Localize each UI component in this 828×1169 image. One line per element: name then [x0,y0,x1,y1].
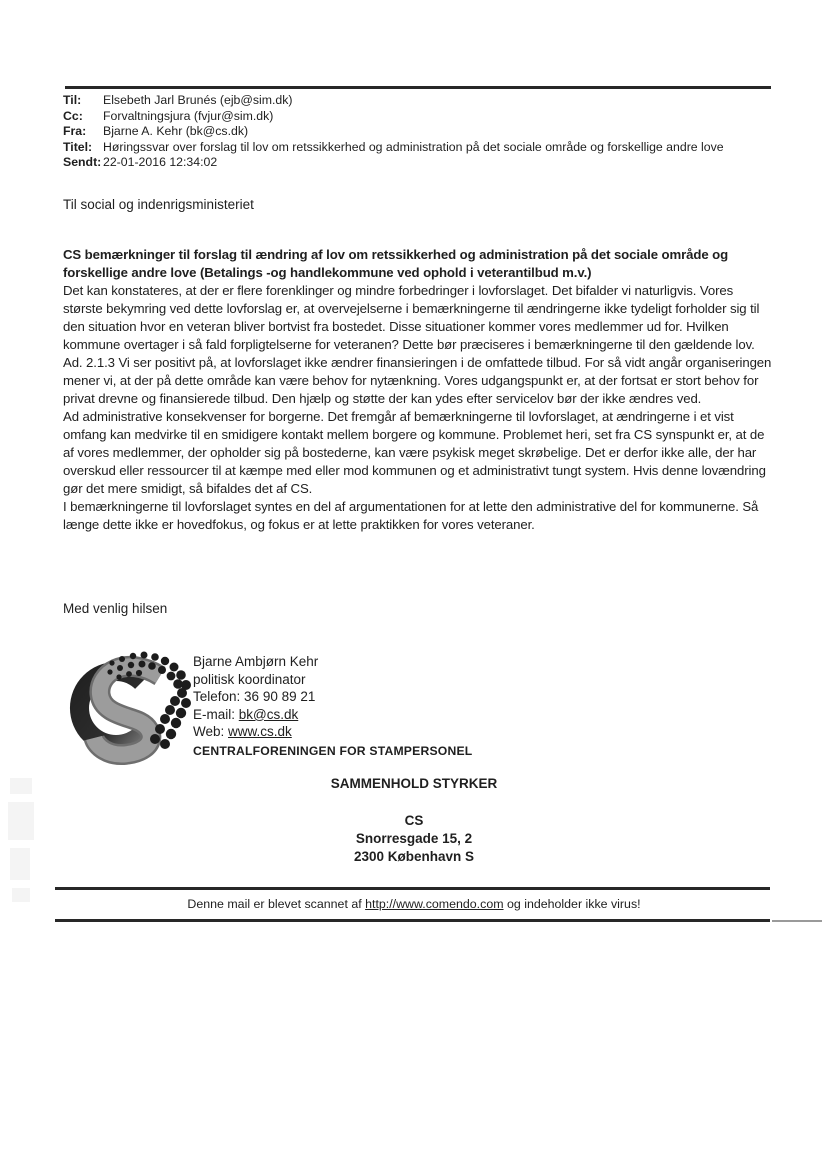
web-link[interactable]: www.cs.dk [228,724,292,740]
subject-label: Titel: [63,139,93,154]
signature-email-line [193,706,472,724]
notice-post: og indeholder ikke virus! [503,897,641,911]
signature-title: politisk koordinator [193,671,306,687]
body-heading: CS bemærkninger til forslag til ændring af lov om retssikkerhed og administration på det sociale område og forskellige andre love (Betalings -og handlekommune ved ophold i veterantilbud m.v.) [63,247,729,280]
header-divider [65,86,771,89]
sent-value: 22-01-2016 12:34:02 [103,155,218,170]
cs-logo [64,646,196,768]
body-paragraph: Ad. 2.1.3 Vi ser positivt på, at lovforslaget ikke ændrer finansieringen i de omfattede tilbud. For så vidt angår organiseringen mener vi, at der på dette område kan være behov for nytænkning. Vores udgangspunkt er, at der fortsat er stort behov for privat drevne og finansierede tilbud. Den hjælp og støtte der kan ydes efter servicelov bør der ikke ændres ved. [63,355,772,406]
closing-salute: Med venlig hilsen [63,601,168,616]
from-label: Fra: [63,124,87,139]
signature-block [193,653,472,761]
signature-web-line [193,723,472,741]
body-paragraph: I bemærkningerne til lovforslaget syntes en del af argumentationen for at lette den administrative del for kommunerne. Så længe dette ikke er hovedfokus, og fokus er at lette praktikken for vores veteraner. [63,499,759,532]
from-value: Bjarne A. Kehr (bk@cs.dk) [103,124,249,139]
header-row-to [63,93,724,109]
address-block [0,812,828,866]
sent-label: Sendt: [63,155,102,170]
phone-label: Telefon: [193,689,245,705]
salutation: Til social og indenrigsministeriet [63,197,254,212]
header-row-subject [63,140,724,156]
organization-name: CENTRALFORENINGEN FOR STAMPERSONEL [193,743,473,758]
email-label: E-mail: [193,706,239,722]
footer-divider-bottom [55,919,770,922]
footer-divider-top [55,887,770,890]
to-label: Til: [63,93,82,107]
email-link[interactable]: bk@cs.dk [238,706,299,722]
cc-label: Cc: [63,108,83,123]
header-row-cc [63,109,724,125]
virus-scan-notice [0,897,828,911]
comendo-link[interactable]: http://www.comendo.com [365,897,504,911]
address-street: Snorresgade 15, 2 [355,831,473,846]
web-label: Web: [193,724,229,740]
address-org: CS [404,813,424,828]
email-header [63,93,724,171]
header-row-from [63,124,724,140]
signature-phone-line [193,688,472,706]
footer-divider-fragment [772,920,822,922]
email-body [63,246,773,534]
notice-pre: Denne mail er blevet scannet af [187,897,366,911]
phone-number: 36 90 89 21 [244,689,316,705]
cc-value: Forvaltningsjura (fvjur@sim.dk) [103,108,274,123]
to-value: Elsebeth Jarl Brunés (ejb@sim.dk) [103,93,293,107]
signature-name: Bjarne Ambjørn Kehr [193,654,319,669]
subject-value: Høringssvar over forslag til lov om retssikkerhed og administration på det sociale område og forskellige andre love [103,139,724,154]
motto-text: SAMMENHOLD STYRKER [330,776,498,791]
address-city: 2300 København S [353,849,475,864]
body-paragraph: Ad administrative konsekvenser for borgerne. Det fremgår af bemærkningerne til lovforslaget, at ændringerne i et vist omfang kan medvirke til en smidigere kontakt mellem borgere og kommune. Problemet heri, set fra CS synspunkt er, at de af vores medlemmer, der opholder sig på bostederne, kan være psykisk meget skrøbelige. Det er derfor ikke alle, der har overskud eller ressourcer til at kæmpe med eller mod kommunen og et administrativt tungt system. Hvis denne lovændring gør det mere smidigt, så bifaldes det af CS. [63,409,766,496]
body-paragraph: Det kan konstateres, at der er flere forenklinger og mindre forbedringer i lovforslaget. Det bifalder vi naturligvis. Vores største bekymring ved dette lovforslag er, at overvejelserne i bemærkningerne til ændringerne ikke tydeligt forholder sig til den situation hvor en veteran bliver bortvist fra bostedet. Disse situationer kommer vores medlemmer ud for. Hvilken kommune overtager i så fald forpligtelserne for veteranen? Dette bør præciseres i bemærkningerne til den gældende lov. [63,283,760,352]
header-row-sent [63,155,724,171]
